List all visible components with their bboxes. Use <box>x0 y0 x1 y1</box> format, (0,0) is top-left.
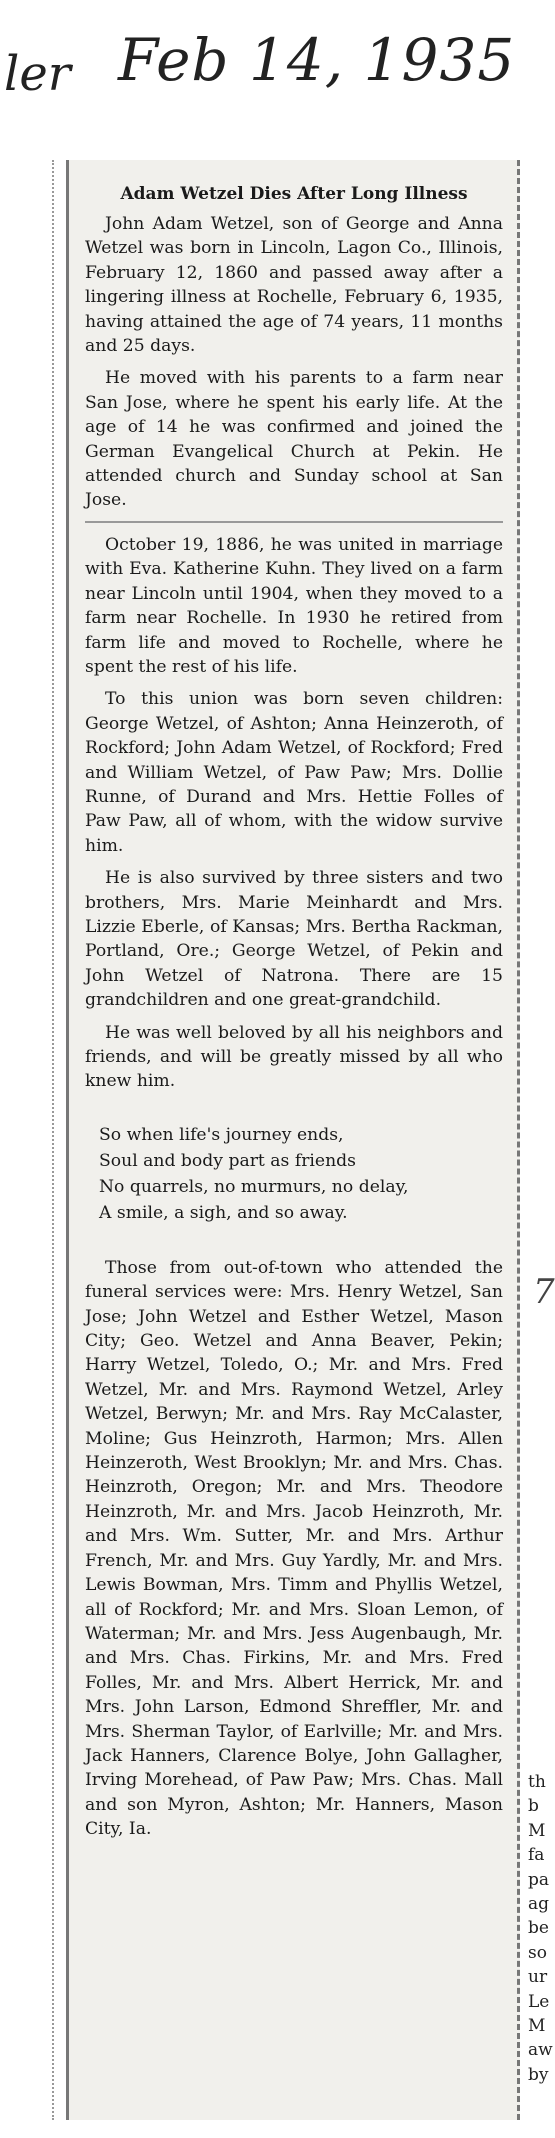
fragment-text: fa <box>528 1845 545 1866</box>
fragment-text: so <box>528 1942 547 1963</box>
fragment-text: aw <box>528 2040 553 2061</box>
article-paragraph: He was well beloved by all his neighbors and friends, and will be greatly missed by all who knew him. <box>85 1022 503 1092</box>
clipping-left-edge <box>52 160 64 2120</box>
fragment-text: by <box>528 2064 549 2085</box>
poem-line: No quarrels, no murmurs, no delay, <box>99 1176 409 1197</box>
article-paragraph: John Adam Wetzel, son of George and Anna Wetzel was born in Lincoln, Lagon Co., Illinois, February 12, 1860 and passed away after a lingering illness at Rochelle, February 6, 1935, having attained the age of 74 years, 11 months and 25 days. <box>85 214 503 357</box>
handwritten-date-annotation <box>0 20 549 130</box>
article-headline: Adam Wetzel Dies After Long Illness <box>120 184 468 204</box>
obituary-clipping <box>66 160 520 2120</box>
poem-line: So when life's journey ends, <box>99 1124 344 1145</box>
attendees-paragraph: Those from out-of-town who attended the funeral services were: Mrs. Henry Wetzel, San Jose; John Wetzel and Esther Wetzel, Mason City; Geo. Wetzel and Anna Beaver, Pekin; Harry Wetzel, Toledo, O.; Mr. and Mrs. Fred Wetzel, Mr. and Mrs. Raymond Wetzel, Arley Wetzel, Berwyn; Mr. and Mrs. Ray McCalaster, Moline; Gus Heinzroth, Harmon; Mrs. Allen Heinzeroth, West Brooklyn; Mr. and Mrs. Chas. Heinzroth, Oregon; Mr. and Mrs. Theodore Heinzroth, Mr. and Mrs. Jacob Heinzroth, Mr. and Mrs. Wm. Sutter, Mr. and Mrs. Arthur French, Mr. and Mrs. Guy Yardly, Mr. and Mrs. Lewis Bowman, Mrs. Timm and Phyllis Wetzel, all of Rockford; Mr. and Mrs. Sloan Lemon, of Waterman; Mr. and Mrs. Jess Augenbaugh, Mr. and Mrs. Chas. Firkins, Mr. and Mrs. Fred Folles, Mr. and Mrs. Albert Herrick, Mr. and Mrs. John Larson, Edmond Shreffler, Mr. and Mrs. Sherman Taylor, of Earlville; Mr. and Mrs. Jack Hanners, Clarence Bolye, John Gallagher, Irving Morehead, of Paw Paw; Mrs. Chas. Mall and son Myron, Ashton; Mr. Hanners, Mason City, Ia. <box>85 1257 503 1840</box>
fragment-text: Le <box>528 1991 550 2012</box>
poem-block <box>99 1122 503 1226</box>
article-paragraph: October 19, 1886, he was united in marriage with Eva. Katherine Kuhn. They lived on a farm near Lincoln until 1904, when they moved to a farm near Rochelle. In 1930 he retired from farm life and moved to Rochelle, where he spent the rest of his life. <box>85 534 503 677</box>
article-paragraph: He moved with his parents to a farm near San Jose, where he spent his early life. At the age of 14 he was confirmed and joined the German Evangelical Church at Pekin. He attended church and Sunday school at San Jose. <box>85 368 503 511</box>
fragment-text: th <box>528 1772 546 1792</box>
fragment-text: be <box>528 1918 549 1939</box>
divider <box>85 521 503 523</box>
fragment-text: M <box>528 2016 546 2037</box>
handwritten-partial-word: ler <box>4 46 71 102</box>
poem-line: A smile, a sigh, and so away. <box>99 1202 348 1223</box>
fragment-text: pa <box>528 1869 550 1890</box>
fragment-text: b <box>528 1796 539 1817</box>
article-paragraph: To this union was born seven children: George Wetzel, of Ashton; Anna Heinzeroth, of Rockford; John Adam Wetzel, of Rockford; Fred and William Wetzel, of Paw Paw; Mrs. Dollie Runne, of Durand and Mrs. Hettie Folles of Paw Paw, all of whom, with the widow survive him. <box>85 689 503 856</box>
fragment-text: M <box>528 1820 546 1841</box>
fragment-text: ag <box>528 1894 550 1915</box>
article-paragraph: He is also survived by three sisters and two brothers, Mrs. Marie Meinhardt and Mrs. Lizzie Eberle, of Kansas; Mrs. Bertha Rackman, Portland, Ore.; George Wetzel, of Pekin and John Wetzel of Natrona. There are 15 grandchildren and one great-grandchild. <box>85 868 503 1011</box>
handwritten-date: Feb 14, 1935 <box>118 26 516 94</box>
adjacent-column-fragment <box>528 1770 553 2130</box>
fragment-text: ur <box>528 1967 548 1988</box>
margin-mark: 7 <box>533 1272 555 1312</box>
poem-line: Soul and body part as friends <box>99 1150 356 1171</box>
